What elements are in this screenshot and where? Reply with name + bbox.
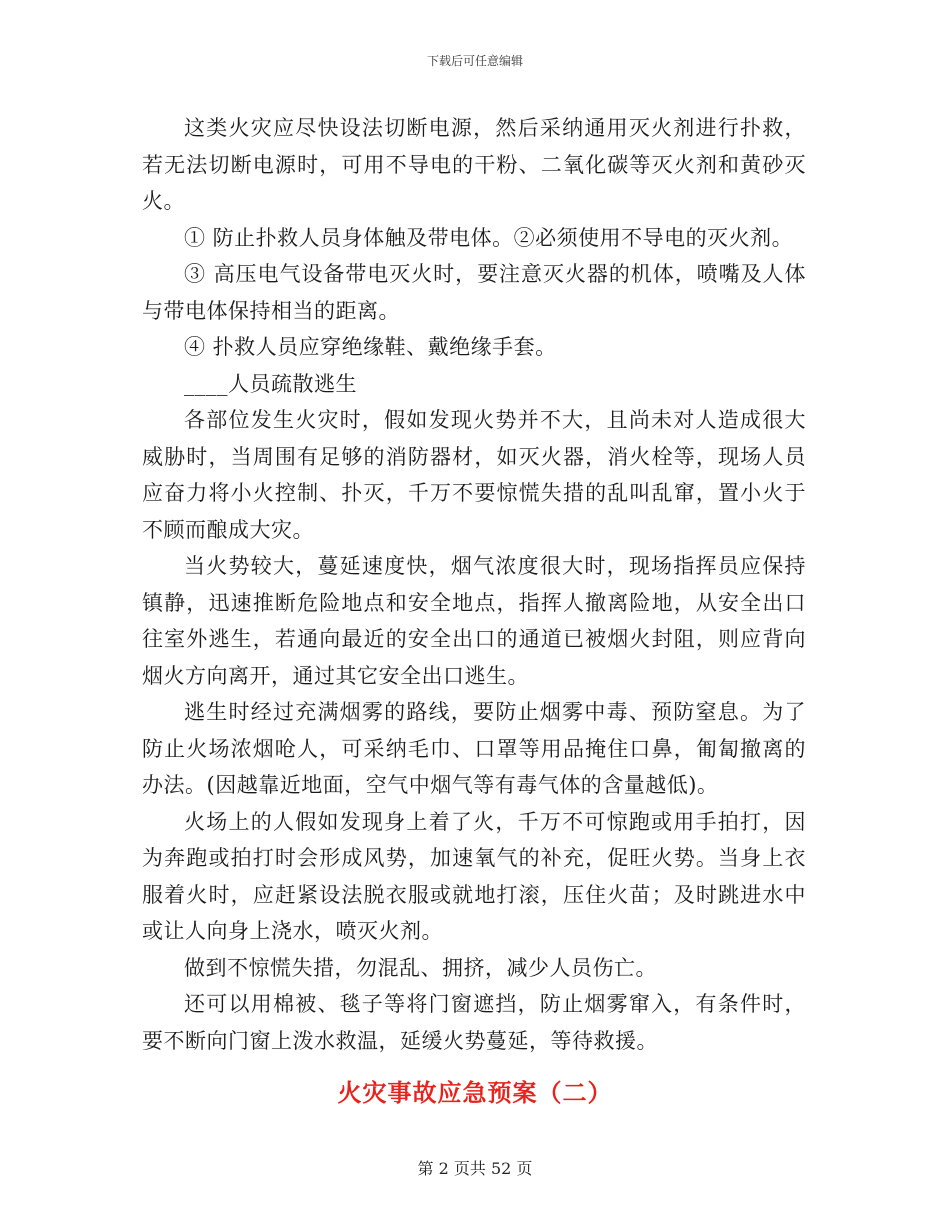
paragraph-item-3: ③ 高压电气设备带电灭火时，要注意灭火器的机体，喷嘴及人体与带电体保持相当的距离。 bbox=[142, 262, 806, 323]
page-header: 下载后可任意编辑 bbox=[426, 54, 523, 68]
paragraph-evacuation-heading: ____人员疏散逃生 bbox=[184, 371, 357, 396]
page-footer: 第 2 页共 52 页 bbox=[417, 1159, 533, 1178]
paragraph-item-4: ④ 扑救人员应穿绝缘鞋、戴绝缘手套。 bbox=[184, 335, 557, 359]
paragraph-block-smoke: 还可以用棉被、毯子等将门窗遮挡，防止烟雾窜入，有条件时，要不断向门窗上泼水救温，延缓火势蔓延，等待救援。 bbox=[142, 992, 806, 1053]
paragraph-item-1-2: ① 防止扑救人员身体触及带电体。②必须使用不导电的灭火剂。 bbox=[184, 225, 794, 250]
paragraph-small-fire: 各部位发生火灾时，假如发现火势并不大，且尚未对人造成很大威胁时，当周围有足够的消防器材，如灭火器，消火栓等，现场人员应奋力将小火控制、扑灭，千万不要惊慌失措的乱叫乱窜，置小火于不顾而酿成大灾。 bbox=[142, 408, 806, 542]
section-title: 火灾事故应急预案（二） bbox=[337, 1079, 613, 1107]
paragraph-large-fire: 当火势较大，蔓延速度快，烟气浓度很大时，现场指挥员应保持镇静，迅速推断危险地点和安全地点，指挥人撤离险地，从安全出口往室外逃生，若通向最近的安全出口的通道已被烟火封阻，则应背向烟火方向离开，通过其它安全出口逃生。 bbox=[142, 554, 806, 688]
paragraph-no-panic: 做到不惊慌失措，勿混乱、拥挤，减少人员伤亡。 bbox=[184, 955, 657, 980]
paragraph-power-off: 这类火灾应尽快设法切断电源，然后采纳通用灭火剂进行扑救，若无法切断电源时，可用不导电的干粉、二氧化碳等灭火剂和黄砂灭火。 bbox=[142, 116, 806, 213]
paragraph-clothes-fire: 火场上的人假如发现身上着了火，千万不可惊跑或用手拍打，因为奔跑或拍打时会形成风势，加速氧气的补充，促旺火势。当身上衣服着火时，应赶紧设法脱衣服或就地打滚，压住火苗；及时跳进水中或让人向身上浇水，喷灭火剂。 bbox=[142, 809, 806, 943]
paragraph-smoke: 逃生时经过充满烟雾的路线，要防止烟雾中毒、预防窒息。为了防止火场浓烟呛人，可采纳毛巾、口罩等用品掩住口鼻，匍匐撤离的办法。(因越靠近地面，空气中烟气等有毒气体的含量越低)。 bbox=[142, 700, 806, 797]
document-body bbox=[142, 110, 806, 1059]
